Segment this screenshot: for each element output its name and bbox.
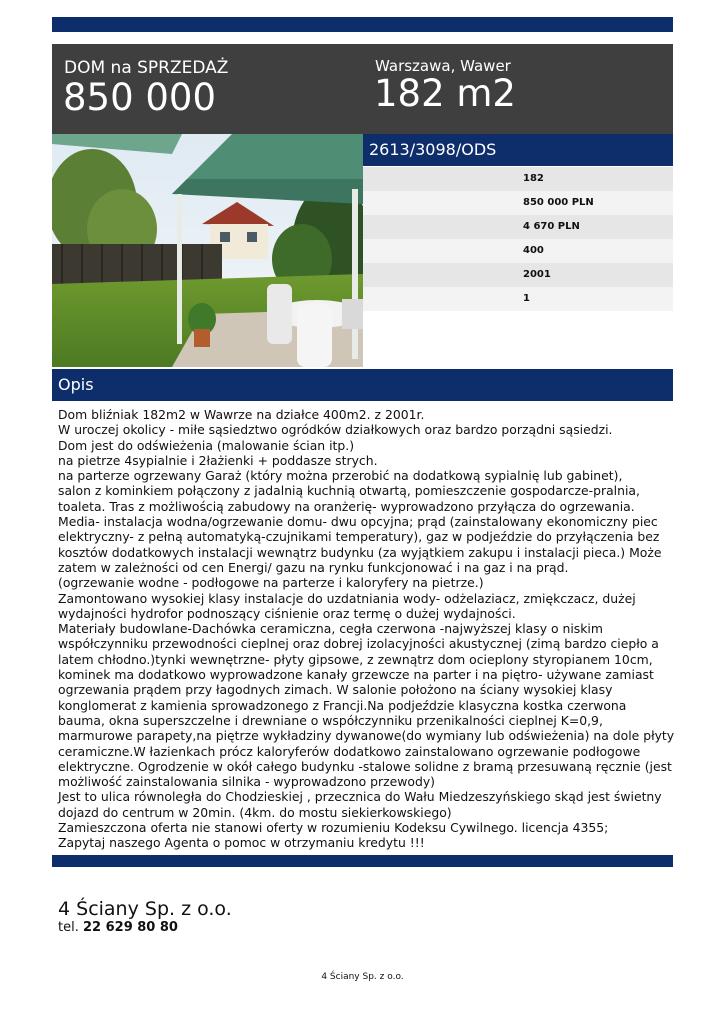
description-line: konglomerat z kamienia sprowadzonego z Francji.Na podjeździe klasyczna kostka czerwona <box>58 697 627 713</box>
top-accent-bar <box>52 17 673 32</box>
description-line: bauma, okna superszczelne i drewniane o współczynniku przenikalności cieplnej K=0,9, <box>58 712 603 728</box>
description-line: salon z kominkiem połączony z jadalnią kuchnią otwartą, pomieszczenie gospodarcze-pralnia, <box>58 483 640 499</box>
description-line: latem chłodno.)tynki wewnętrzne- płyty gipsowe, z zewnątrz dom ocieplony styropianem 10cm, <box>58 651 653 667</box>
description-line: marmurowe parapety,na piętrze wykładziny dywanowe(do wymiany lub odświeżenia) na dole płyty <box>58 728 675 744</box>
description-line: na pietrze 4sypialnie i 2łażienki + poddasze strych. <box>58 452 378 468</box>
listing-header <box>52 44 673 134</box>
offer-reference-bar <box>363 134 673 166</box>
description-line: W uroczej okolicy - miłe sąsiedztwo ogródków działkowych oraz bardzo porządni sąsiedzi. <box>58 422 613 438</box>
param-value: 1 <box>523 293 530 304</box>
param-row <box>363 215 673 239</box>
description-line: możliwość zainstalowania silnika - wyprowadzono przewody) <box>58 774 435 790</box>
description-line: elektryczne. Ogrodzenie w okół całego budynku -stalowe solidne z bramą przesuwaną ręcznie (jest <box>58 758 672 774</box>
agency-name: 4 Ściany Sp. z o.o. <box>58 898 232 920</box>
description-line: ogrzewania prądem przy łagodnych zimach. W salonie położono na ściany wysokiej klasy <box>58 682 613 698</box>
description-line: elektryczny- z pełną automatyką-czujnikami temperatury), gaz w podjeździe do przyłączenia bez <box>58 529 660 545</box>
description-line: Zamieszczona oferta nie stanowi oferty w rozumieniu Kodeksu Cywilnego. licencja 4355; <box>58 820 609 836</box>
param-value: 4 670 PLN <box>523 221 580 232</box>
page-footer: 4 Ściany Sp. z o.o. <box>321 972 404 982</box>
param-value: 850 000 PLN <box>523 197 594 208</box>
param-row <box>363 287 673 311</box>
param-value: 400 <box>523 245 544 256</box>
param-value: 2001 <box>523 269 551 280</box>
param-row <box>363 167 673 191</box>
phone-label: tel. <box>58 920 79 935</box>
property-price: 850 000 <box>63 76 217 119</box>
property-type: DOM na SPRZEDAŻ <box>64 58 229 78</box>
bottom-accent-bar <box>52 855 673 867</box>
param-row <box>363 239 673 263</box>
description-line: Materiały budowlane-Dachówka ceramiczna, cegła czerwona -najwyższej klasy o niskim <box>58 621 603 637</box>
offer-params-list <box>363 167 673 311</box>
description-line: współczynniku przewodności cieplnej oraz dobrej izolacyjności akustycznej (zimą bardzo ciepło a <box>58 636 659 652</box>
description-line: (ogrzewanie wodne - podłogowe na parterze i kaloryfery na pietrze.) <box>58 575 484 591</box>
agency-phone <box>58 920 178 935</box>
description-line: ceramiczne.W łazienkach prócz kaloryferów dodatkowo zainstalowano ogrzewanie podłogowe <box>58 743 641 759</box>
description-line: Zamontowano wysokiej klasy instalacje do uzdatniania wody- odżelaziacz, zmiękczacz, dużej <box>58 590 636 606</box>
offer-reference: 2613/3098/ODS <box>369 140 497 159</box>
description-line: toaleta. Tras z możliwością zabudowy na oranżerię- wyprowadzono przyłącza do ogrzewania. <box>58 498 635 514</box>
param-row <box>363 191 673 215</box>
description-line: Dom bliźniak 182m2 w Wawrze na działce 400m2. z 2001r. <box>58 407 425 422</box>
description-heading-bar <box>52 369 673 401</box>
description-line: Dom jest do odświeżenia (malowanie ścian itp.) <box>58 437 355 453</box>
description-line: Media- instalacja wodna/ogrzewanie domu- dwu opcyjna; prąd (zainstalowany ekonomiczny piec <box>58 514 658 530</box>
description-line: Zapytaj naszego Agenta o pomoc w otrzymaniu kredytu !!! <box>58 835 425 851</box>
param-row <box>363 263 673 287</box>
description-heading: Opis <box>58 375 94 394</box>
description-line: zatem w zależności od cen Energi/ gazu na rynku funkcjonować i na gaz i na prąd. <box>58 559 569 575</box>
description-line: na parterze ogrzewany Garaż (który można przerobić na dodatkową sypialnię lub gabinet), <box>58 468 623 484</box>
description-text <box>58 407 675 851</box>
param-value: 182 <box>523 173 544 184</box>
description-line: dojazd do centrum w 20min. (4km. do mostu siekierkowskiego) <box>58 804 452 820</box>
description-line: wydajności hydrofor podnoszący ciśnienie oraz termę o dużej wydajności. <box>58 605 516 621</box>
phone-number: 22 629 80 80 <box>82 920 178 935</box>
property-location: Warszawa, Wawer <box>375 57 511 75</box>
description-line: kosztów dodatkowych instalacji wewnątrz budynku (za wyjątkiem zakupu i instalacji pieca.) Może <box>58 544 662 560</box>
property-photo <box>52 134 363 367</box>
description-line: kominek ma dodatkowo wyprowadzone kanały grzewcze na parter i na piętro- używane zamiast <box>58 667 654 683</box>
property-area: 182 m2 <box>374 72 516 115</box>
description-line: Jest to ulica równoległa do Chodzieskiej , przecznica do Wału Miedzeszyńskiego skąd jest świetny <box>58 789 662 805</box>
